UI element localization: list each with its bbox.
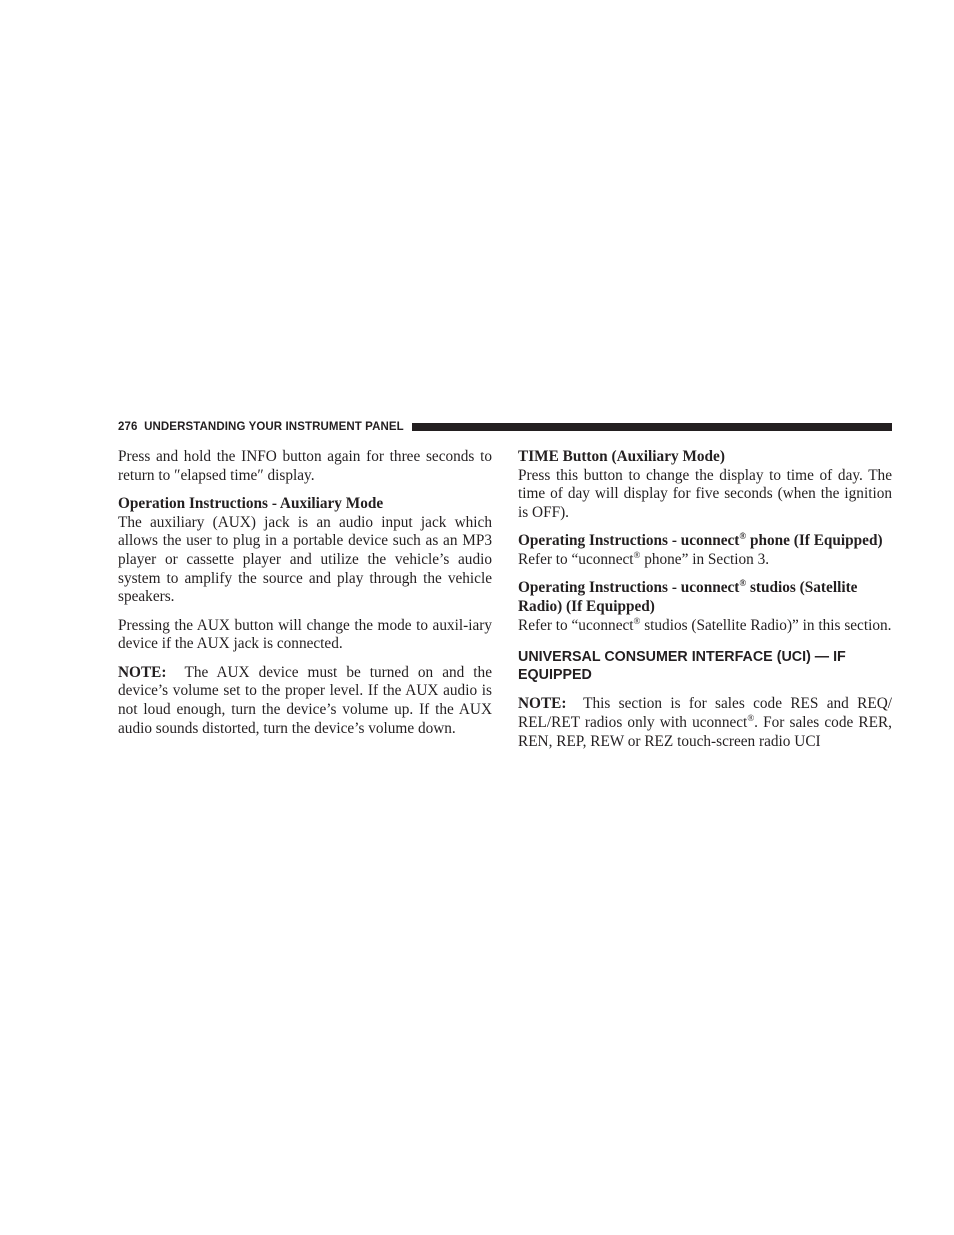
time-button-heading: TIME Button (Auxiliary Mode) [518,448,725,465]
note-text: The AUX device must be turned on and the device’s volume set to the proper level. If the AUX audio is not loud enough, turn the device’s volume up. If the AUX audio sounds distorted, turn the device’s volume down. [118,663,492,737]
uconnect-phone-paragraph [518,551,892,570]
paragraph-text: Refer to “uconnect [518,551,634,569]
section-title: UNDERSTANDING YOUR INSTRUMENT PANEL [144,421,404,433]
uconnect-studios-heading [518,579,892,616]
registered-mark: ® [739,531,747,542]
info-button-paragraph: Press and hold the INFO button again for three seconds to return to ″elapsed time″ display. [118,448,492,484]
page-number: 276 [118,421,138,433]
heading-text: Operating Instructions - uconnect [518,532,740,550]
time-button-paragraph: Press this button to change the display to time of day. The time of day will display for five seconds (when the ignition is OFF). [518,466,892,522]
note-label: NOTE: [518,695,567,713]
registered-mark: ® [633,615,641,626]
heading-text: Operating Instructions - uconnect [518,579,740,597]
right-column [518,448,892,761]
left-column [118,448,492,748]
page-header [118,419,892,435]
paragraph-text: Refer to “uconnect [518,616,634,634]
note-text: . For sales code RER, REN, REP, REW or REZ touch-screen radio UCI [518,714,892,750]
uci-section-heading: UNIVERSAL CONSUMER INTERFACE (UCI) — IF EQUIPPED [518,649,846,684]
page-header-text [118,421,404,433]
paragraph-text: phone” in Section 3. [640,551,770,569]
uci-note [518,695,892,751]
registered-mark: ® [739,578,747,589]
uconnect-phone-heading [518,532,892,551]
note-text: This section is for sales code RES and REQ/ REL/RET radios only with uconnect [518,695,892,732]
header-rule [412,423,892,431]
registered-mark: ® [633,549,641,560]
aux-jack-paragraph: The auxiliary (AUX) jack is an audio input jack which allows the user to plug in a portable device such as an MP3 player or cassette player and utilize the vehicle’s audio system to amplify the source and play through the vehicle speakers. [118,513,492,606]
aux-note [118,664,492,739]
uconnect-studios-paragraph [518,617,892,636]
aux-button-paragraph: Pressing the AUX button will change the mode to auxil-iary device if the AUX jack is connected. [118,616,492,653]
registered-mark: ® [747,712,755,723]
aux-mode-heading: Operation Instructions - Auxiliary Mode [118,494,384,512]
heading-text: studios (Satellite Radio) (If Equipped) [518,579,858,615]
note-label: NOTE: [118,663,167,681]
heading-text: phone (If Equipped) [746,532,883,550]
paragraph-text: studios (Satellite Radio)” in this section. [640,616,892,634]
